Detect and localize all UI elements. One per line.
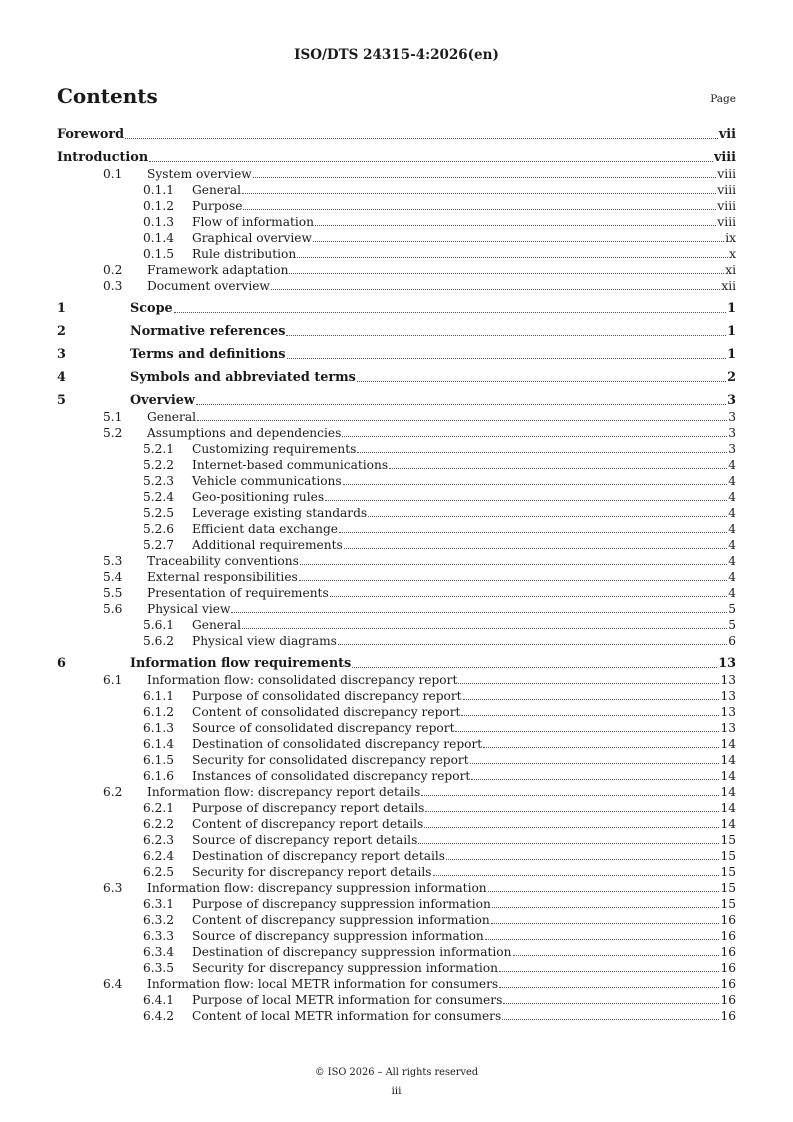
toc-entry[interactable] (57, 976, 736, 992)
toc-entry-title: Leverage existing standards (192, 506, 368, 520)
toc-entry-number: 6.3.3 (143, 929, 175, 943)
toc-entry-number: 5.3 (103, 554, 123, 568)
toc-entry-number: 2 (57, 324, 66, 339)
toc-entry[interactable] (57, 601, 736, 617)
toc-entry[interactable] (57, 832, 736, 848)
dot-leader (458, 683, 719, 684)
toc-entry-title: Vehicle communications (192, 474, 342, 488)
toc-entry-page: viii (713, 150, 736, 165)
toc-entry-number: 5.1 (103, 410, 123, 424)
toc-entry-number: 0.1.2 (143, 199, 175, 213)
toc-entry[interactable] (57, 720, 736, 736)
toc-entry[interactable] (57, 347, 736, 363)
toc-entry-page: 4 (728, 570, 736, 584)
toc-entry[interactable] (57, 489, 736, 505)
toc-entry-page: 4 (728, 474, 736, 488)
dot-leader (483, 747, 719, 748)
toc-entry-number: 6.1.3 (143, 721, 175, 735)
toc-entry-page: 1 (727, 301, 736, 316)
toc-entry-title: Document overview (147, 279, 270, 293)
toc-entry[interactable] (57, 553, 736, 569)
toc-entry-page: 16 (720, 913, 736, 927)
toc-entry-number: 6.3 (103, 881, 123, 895)
toc-entry-number: 6.1.5 (143, 753, 175, 767)
dot-leader (338, 644, 727, 645)
toc-entry-title: Framework adaptation (147, 263, 289, 277)
toc-entry-page: 16 (720, 961, 736, 975)
toc-entry-title: Information flow: discrepancy report details (147, 785, 421, 799)
dot-leader (300, 564, 727, 565)
dot-leader (344, 548, 728, 549)
table-of-contents (57, 127, 736, 1024)
toc-entry-number: 1 (57, 301, 66, 316)
toc-entry-number: 6.2.2 (143, 817, 175, 831)
dot-leader (446, 859, 719, 860)
toc-entry-title: Purpose of consolidated discrepancy report (192, 689, 462, 703)
page-number: iii (391, 1085, 402, 1097)
toc-entry-title: Physical view (147, 602, 231, 616)
toc-entry-number: 6.1.1 (143, 689, 175, 703)
dot-leader (271, 289, 720, 290)
toc-entry-title: Symbols and abbreviated terms (130, 370, 356, 385)
toc-entry-page: 3 (727, 393, 736, 408)
toc-entry-page: 14 (720, 817, 736, 831)
toc-entry[interactable] (57, 704, 736, 720)
toc-entry-title: Rule distribution (192, 247, 297, 261)
toc-entry[interactable] (57, 1008, 736, 1024)
toc-entry[interactable] (57, 569, 736, 585)
toc-entry-number: 5.6.1 (143, 618, 175, 632)
dot-leader (315, 225, 716, 226)
toc-entry-title: Flow of information (192, 215, 314, 229)
toc-entry-page: 15 (720, 849, 736, 863)
toc-entry[interactable] (57, 800, 736, 816)
dot-leader (231, 612, 727, 613)
toc-entry-title: Introduction (57, 150, 149, 165)
dot-leader (352, 667, 717, 668)
dot-leader (499, 987, 719, 988)
dot-leader (242, 628, 727, 629)
toc-entry-page: 4 (728, 490, 736, 504)
toc-entry-page: 16 (720, 977, 736, 991)
toc-entry-page: 1 (727, 324, 736, 339)
toc-entry-number: 6.2.1 (143, 801, 175, 815)
toc-entry[interactable] (57, 960, 736, 976)
dot-leader (488, 891, 720, 892)
dot-leader (289, 273, 724, 274)
toc-entry-page: viii (717, 199, 736, 213)
toc-entry-page: viii (717, 183, 736, 197)
toc-entry-page: 16 (720, 945, 736, 959)
toc-entry-title: Content of local METR information for consumers (192, 1009, 502, 1023)
toc-entry[interactable] (57, 633, 736, 649)
toc-entry-title: Content of consolidated discrepancy report (192, 705, 461, 719)
toc-entry-page: viii (717, 215, 736, 229)
toc-entry[interactable] (57, 301, 736, 317)
toc-entry[interactable] (57, 912, 736, 928)
toc-entry-title: Source of discrepancy report details (192, 833, 418, 847)
toc-entry-number: 6.2.3 (143, 833, 175, 847)
toc-entry-page: 3 (728, 426, 736, 440)
toc-entry-page: 4 (728, 586, 736, 600)
toc-entry[interactable] (57, 784, 736, 800)
toc-entry-title: Assumptions and dependencies (147, 426, 342, 440)
toc-entry-number: 6.1.4 (143, 737, 175, 751)
toc-entry-page: ix (725, 231, 736, 245)
dot-leader (425, 811, 719, 812)
toc-entry-page: 16 (720, 993, 736, 1007)
dot-leader (492, 907, 720, 908)
toc-entry-title: Security for discrepancy report details (192, 865, 432, 879)
document-identifier: ISO/DTS 24315-4:2026(en) (294, 47, 499, 63)
dot-leader (421, 795, 719, 796)
toc-entry-number: 6.3.5 (143, 961, 175, 975)
toc-entry[interactable] (57, 182, 736, 198)
dot-leader (342, 436, 727, 437)
toc-entry-page: 6 (728, 634, 736, 648)
toc-entry-number: 6.1 (103, 673, 123, 687)
toc-entry[interactable] (57, 816, 736, 832)
toc-entry-number: 6.3.2 (143, 913, 175, 927)
toc-entry-number: 5.2.1 (143, 442, 175, 456)
toc-entry[interactable] (57, 585, 736, 601)
toc-entry-title: Physical view diagrams (192, 634, 337, 648)
toc-entry-page: 15 (720, 865, 736, 879)
toc-entry[interactable] (57, 880, 736, 896)
toc-entry-page: 16 (720, 1009, 736, 1023)
dot-leader (513, 955, 720, 956)
toc-entry-title: Presentation of requirements (147, 586, 329, 600)
dot-leader (287, 358, 727, 359)
toc-entry-page: 15 (720, 833, 736, 847)
toc-entry-number: 5.5 (103, 586, 123, 600)
toc-entry-title: Terms and definitions (130, 347, 286, 362)
toc-entry-number: 6.1.6 (143, 769, 175, 783)
toc-entry-title: Information flow: consolidated discrepancy report (147, 673, 458, 687)
toc-entry[interactable] (57, 262, 736, 278)
toc-entry[interactable] (57, 324, 736, 340)
toc-entry-page: 15 (720, 881, 736, 895)
toc-entry-title: Purpose of discrepancy suppression information (192, 897, 491, 911)
toc-entry[interactable] (57, 370, 736, 386)
toc-entry-number: 6.1.2 (143, 705, 175, 719)
toc-entry-number: 4 (57, 370, 66, 385)
toc-entry-title: Content of discrepancy report details (192, 817, 424, 831)
page-column-label: Page (710, 93, 736, 105)
dot-leader (339, 532, 727, 533)
dot-leader (313, 241, 724, 242)
toc-entry-title: General (192, 618, 241, 632)
toc-entry-title: Source of discrepancy suppression information (192, 929, 484, 943)
dot-leader (242, 193, 716, 194)
toc-entry-title: Geo-positioning rules (192, 490, 325, 504)
toc-entry[interactable] (57, 521, 736, 537)
toc-entry-number: 5.2.4 (143, 490, 175, 504)
toc-entry-title: Purpose of local METR information for consumers (192, 993, 503, 1007)
dot-leader (461, 715, 719, 716)
toc-entry-title: Instances of consolidated discrepancy report (192, 769, 471, 783)
toc-entry-title: Source of consolidated discrepancy report (192, 721, 455, 735)
dot-leader (343, 484, 728, 485)
toc-entry-title: Purpose of discrepancy report details (192, 801, 425, 815)
toc-entry-title: Security for discrepancy suppression information (192, 961, 498, 975)
toc-entry-page: 13 (718, 656, 736, 671)
toc-entry-number: 5.4 (103, 570, 123, 584)
toc-entry-page: vii (718, 127, 736, 142)
toc-entry-number: 5.2.7 (143, 538, 175, 552)
dot-leader (253, 177, 717, 178)
dot-leader (357, 452, 727, 453)
toc-entry-page: 13 (720, 689, 736, 703)
toc-entry-title: Security for consolidated discrepancy report (192, 753, 469, 767)
toc-entry-page: 4 (728, 506, 736, 520)
toc-entry[interactable] (57, 944, 736, 960)
toc-entry-number: 6.3.4 (143, 945, 175, 959)
toc-entry-title: Graphical overview (192, 231, 312, 245)
toc-entry-page: x (729, 247, 736, 261)
dot-leader (424, 827, 719, 828)
toc-entry[interactable] (57, 150, 736, 166)
toc-entry-title: Normative references (130, 324, 286, 339)
toc-entry-page: 14 (720, 785, 736, 799)
dot-leader (325, 500, 727, 501)
toc-entry-number: 5.2.2 (143, 458, 175, 472)
toc-entry-number: 0.1.1 (143, 183, 175, 197)
toc-entry-number: 5.2.6 (143, 522, 175, 536)
toc-entry-number: 5 (57, 393, 66, 408)
dot-leader (389, 468, 727, 469)
toc-entry[interactable] (57, 393, 736, 409)
dot-leader (243, 209, 716, 210)
toc-entry-title: Traceability conventions (147, 554, 299, 568)
dot-leader (330, 596, 728, 597)
dot-leader (196, 404, 726, 405)
toc-entry[interactable] (57, 246, 736, 262)
toc-entry[interactable] (57, 441, 736, 457)
toc-entry[interactable] (57, 473, 736, 489)
toc-entry-title: External responsibilities (147, 570, 298, 584)
toc-entry-page: 16 (720, 929, 736, 943)
toc-entry-page: xii (721, 279, 736, 293)
toc-entry-number: 5.2.3 (143, 474, 175, 488)
toc-entry[interactable] (57, 992, 736, 1008)
toc-entry[interactable] (57, 198, 736, 214)
toc-entry-title: Scope (130, 301, 173, 316)
toc-entry-page: 4 (728, 458, 736, 472)
dot-leader (125, 138, 718, 139)
toc-entry[interactable] (57, 537, 736, 553)
toc-entry-number: 0.1.5 (143, 247, 175, 261)
toc-entry-number: 6.2 (103, 785, 123, 799)
toc-entry-title: Additional requirements (192, 538, 343, 552)
toc-entry-title: Internet-based communications (192, 458, 389, 472)
toc-entry-page: viii (717, 167, 736, 181)
toc-entry-number: 6.4.2 (143, 1009, 175, 1023)
toc-entry-title: System overview (147, 167, 252, 181)
toc-entry-page: 4 (728, 554, 736, 568)
dot-leader (433, 875, 720, 876)
toc-entry-number: 3 (57, 347, 66, 362)
toc-entry-page: 14 (720, 769, 736, 783)
dot-leader (286, 335, 726, 336)
toc-entry[interactable] (57, 656, 736, 672)
toc-entry[interactable] (57, 896, 736, 912)
toc-entry[interactable] (57, 166, 736, 182)
toc-entry-number: 0.2 (103, 263, 123, 277)
toc-entry-number: 0.3 (103, 279, 123, 293)
toc-entry-number: 6.4.1 (143, 993, 175, 1007)
toc-entry-title: Efficient data exchange (192, 522, 339, 536)
dot-leader (149, 161, 713, 162)
toc-entry-number: 6.4 (103, 977, 123, 991)
toc-entry[interactable] (57, 617, 736, 633)
toc-entry-title: Information flow requirements (130, 656, 352, 671)
toc-entry-page: 13 (720, 673, 736, 687)
toc-entry[interactable] (57, 672, 736, 688)
toc-entry-title: Destination of consolidated discrepancy report (192, 737, 483, 751)
copyright-notice: © ISO 2026 – All rights reserved (314, 1067, 479, 1078)
toc-entry[interactable] (57, 864, 736, 880)
toc-entry-title: General (147, 410, 196, 424)
toc-entry-title: Destination of discrepancy report details (192, 849, 446, 863)
dot-leader (503, 1003, 719, 1004)
dot-leader (485, 939, 720, 940)
toc-entry-title: Customizing requirements (192, 442, 357, 456)
toc-entry-number: 0.1.3 (143, 215, 175, 229)
toc-entry[interactable] (57, 736, 736, 752)
dot-leader (368, 516, 727, 517)
toc-entry-page: 2 (727, 370, 736, 385)
dot-leader (455, 731, 719, 732)
toc-entry-page: 4 (728, 522, 736, 536)
dot-leader (463, 699, 720, 700)
toc-entry[interactable] (57, 752, 736, 768)
toc-entry-number: 6.2.5 (143, 865, 175, 879)
toc-entry[interactable] (57, 928, 736, 944)
toc-entry[interactable] (57, 425, 736, 441)
toc-entry-page: 13 (720, 705, 736, 719)
toc-entry-number: 6.2.4 (143, 849, 175, 863)
toc-entry-page: 3 (728, 442, 736, 456)
toc-entry-page: 15 (720, 897, 736, 911)
dot-leader (418, 843, 719, 844)
toc-entry-title: Overview (130, 393, 195, 408)
toc-entry[interactable] (57, 768, 736, 784)
toc-entry[interactable] (57, 848, 736, 864)
toc-entry-title: Purpose (192, 199, 243, 213)
page-title: Contents (57, 84, 158, 108)
toc-entry-number: 5.6 (103, 602, 123, 616)
toc-entry[interactable] (57, 505, 736, 521)
dot-leader (499, 971, 720, 972)
toc-entry[interactable] (57, 278, 736, 294)
toc-entry-title: Destination of discrepancy suppression information (192, 945, 512, 959)
toc-entry-page: xi (725, 263, 736, 277)
dot-leader (470, 763, 720, 764)
toc-entry-title: Content of discrepancy suppression information (192, 913, 490, 927)
toc-entry-title: Information flow: local METR information for consumers (147, 977, 499, 991)
toc-entry-page: 13 (720, 721, 736, 735)
toc-entry-page: 14 (720, 753, 736, 767)
dot-leader (357, 381, 726, 382)
toc-entry-number: 6 (57, 656, 66, 671)
dot-leader (297, 257, 728, 258)
toc-entry[interactable] (57, 457, 736, 473)
toc-entry-number: 6.3.1 (143, 897, 175, 911)
toc-entry-title: Foreword (57, 127, 125, 142)
toc-entry[interactable] (57, 688, 736, 704)
toc-entry-page: 14 (720, 737, 736, 751)
dot-leader (502, 1019, 719, 1020)
toc-entry-number: 5.2.5 (143, 506, 175, 520)
toc-entry-number: 5.6.2 (143, 634, 175, 648)
toc-entry[interactable] (57, 214, 736, 230)
toc-entry[interactable] (57, 409, 736, 425)
toc-entry[interactable] (57, 230, 736, 246)
toc-entry-number: 0.1.4 (143, 231, 175, 245)
toc-entry-title: Information flow: discrepancy suppression information (147, 881, 487, 895)
dot-leader (299, 580, 727, 581)
dot-leader (471, 779, 719, 780)
toc-entry-number: 5.2 (103, 426, 123, 440)
toc-entry-title: General (192, 183, 241, 197)
dot-leader (491, 923, 720, 924)
toc-entry-page: 5 (728, 618, 736, 632)
toc-entry[interactable] (57, 127, 736, 143)
toc-entry-page: 4 (728, 538, 736, 552)
dot-leader (197, 420, 727, 421)
toc-entry-page: 3 (728, 410, 736, 424)
dot-leader (174, 312, 726, 313)
toc-entry-page: 14 (720, 801, 736, 815)
toc-entry-page: 5 (728, 602, 736, 616)
toc-entry-page: 1 (727, 347, 736, 362)
toc-entry-number: 0.1 (103, 167, 123, 181)
